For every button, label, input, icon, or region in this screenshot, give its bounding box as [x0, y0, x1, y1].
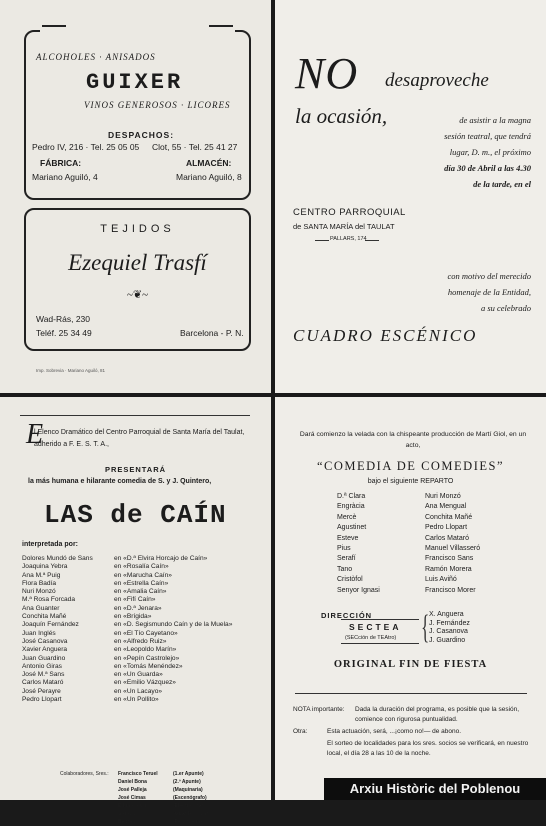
reparto-character: Agustinet	[337, 524, 367, 532]
motivo-line-3: a su celebrado	[480, 303, 531, 313]
reparto-row	[337, 565, 527, 575]
cast-role: en «Pepín Castrolejo»	[114, 654, 180, 662]
invite-line-5: de la tarde, en el	[473, 179, 531, 189]
despacho-1: Pedro IV, 216 · Tel. 25 05 05	[32, 142, 140, 152]
headline-ocasion: la ocasión,	[295, 104, 388, 128]
reparto-actor: Pedro Llopart	[425, 524, 468, 532]
cast-actor: Joaquín Fernández	[22, 621, 79, 629]
fin-de-fiesta: ORIGINAL FIN DE FIESTA	[333, 659, 488, 670]
flourish-ornament: ~❦~	[126, 289, 149, 301]
despachos-label: DESPACHOS:	[108, 130, 175, 140]
program-las-de-cain	[0, 397, 271, 825]
cast-role: en «Un Pollito»	[114, 696, 159, 704]
note-row	[293, 727, 533, 737]
cast-actor: Flora Badía	[22, 579, 57, 587]
motivo-line-2: homenaje de la Entidad,	[447, 287, 531, 297]
almacen-address: Mariano Aguiló, 8	[176, 172, 242, 182]
brace-glyph: {	[421, 609, 430, 646]
sectea-name: SECTEA	[349, 622, 402, 632]
guixer-top-line: ALCOHOLES · ANISADOS	[36, 52, 156, 62]
note-key	[293, 739, 327, 759]
fabrica-label: FÁBRICA:	[40, 158, 82, 168]
cast-row	[22, 580, 262, 588]
cast-role: en «Alfredo Ruiz»	[114, 637, 167, 645]
cast-row	[22, 688, 262, 696]
cast-role: en «Rosalía Caín»	[114, 563, 169, 571]
colaboradores-list	[118, 770, 208, 826]
venue-parish: de SANTA MARÍA del TAULAT	[293, 222, 395, 231]
cast-row	[22, 563, 262, 571]
reparto-character: Senyor Ignasi	[337, 586, 380, 594]
cast-actor: Dolores Mundó de Sans	[22, 555, 93, 562]
cast-list	[22, 555, 262, 704]
cast-actor: José M.ª Sans	[22, 671, 65, 679]
cast-row	[22, 555, 262, 563]
colaborador-role: (Escenógrafo)	[173, 795, 207, 801]
cast-row	[22, 572, 262, 580]
back-cover-ads	[0, 0, 271, 393]
cast-role: en «Un Lacayo»	[114, 687, 163, 695]
colaborador-row	[118, 818, 208, 826]
cast-actor: Juan Guardino	[22, 654, 66, 662]
almacen-label: ALMACÉN:	[186, 158, 232, 168]
reparto-row	[337, 554, 527, 564]
rule-left	[315, 240, 329, 241]
headline-desaproveche: desaproveche	[385, 70, 489, 91]
cast-actor: Antonio Giras	[22, 662, 62, 670]
cast-row	[22, 696, 262, 704]
cast-row	[22, 679, 262, 687]
note-row	[293, 739, 533, 759]
cast-role: en «D.ª Jenara»	[114, 604, 162, 612]
colaborador-name: Eduardo Cid	[118, 803, 148, 809]
reparto-character: D.ª Clara	[337, 493, 366, 500]
colaborador-name: Daniel Bona	[118, 779, 147, 785]
reparto-row	[337, 502, 527, 512]
headline-no: NO	[295, 49, 359, 98]
invite-line-1: de asistir a la magna	[459, 115, 531, 125]
cast-row	[22, 671, 262, 679]
rule-right	[365, 240, 379, 241]
reparto-row	[337, 534, 527, 544]
reparto-character: Pius	[337, 545, 351, 553]
sectea-subtitle: (SECción de TEAtro)	[345, 635, 397, 641]
cast-row	[22, 630, 262, 638]
colaborador-row	[118, 778, 208, 786]
top-rule	[20, 415, 250, 416]
colaboradores-label: Colaboradores, Sres.:	[60, 771, 109, 777]
note-text: Dada la duración del programa, es posible que la sesión, comience con rigurosa puntualidad.	[355, 706, 520, 723]
note-key: Otra:	[293, 728, 308, 735]
direccion-label: DIRECCIÓN	[321, 611, 373, 620]
cast-role: en «Estrella Caín»	[114, 579, 169, 587]
cast-actor: Conchita Mañé	[22, 613, 67, 621]
colaborador-row	[118, 786, 208, 794]
cast-role: en «Tomás Menéndez»	[114, 662, 183, 670]
director-name: J. Guardino	[429, 636, 466, 644]
cast-role: en «Marucha Caín»	[114, 571, 172, 579]
trasfi-address: Wad-Rás, 230	[36, 314, 91, 324]
reparto-row	[337, 523, 527, 533]
director-name: J. Casanova	[429, 628, 468, 635]
cuadro-escenico: CUADRO ESCÉNICO	[293, 326, 478, 345]
reparto-list	[337, 492, 527, 596]
trasfi-ad	[24, 208, 251, 351]
colaborador-name: Beltrán	[118, 819, 136, 825]
invite-line-2: sesión teatral, que tendrá	[444, 131, 531, 141]
colaborador-name: José Cimas	[118, 795, 146, 801]
notes-rule	[295, 693, 527, 694]
director-name: J. Fernández	[429, 619, 470, 627]
reparto-row	[337, 513, 527, 523]
cast-role: en «El Tío Cayetano»	[114, 629, 178, 637]
colaborador-row	[118, 810, 208, 818]
cast-role: en «Leopoldo Marín»	[114, 646, 177, 654]
colaborador-name: Francisco Teruel	[118, 771, 158, 777]
printer-imprint: Imp. Sobrevia · Mariano Aguiló, 81	[36, 368, 106, 373]
cast-row	[22, 605, 262, 613]
note-row	[293, 705, 533, 725]
play-description: la más humana e hilarante comedia de S. y J. Quintero,	[28, 478, 212, 485]
venue-name: CENTRO PARROQUIAL	[293, 207, 406, 218]
cast-actor: Ana M.ª Puig	[22, 571, 61, 579]
colaborador-role: (1.er Apunte)	[173, 771, 204, 777]
motivo-line-1: con motivo del merecido	[447, 271, 531, 281]
cast-row	[22, 596, 262, 604]
cast-role: en «Brígida»	[114, 613, 152, 621]
reparto-actor: Conchita Mañé	[425, 513, 473, 521]
reparto-character: Engràcia	[337, 503, 365, 511]
cast-role: en «D. Segismundo Caín y de la Muela»	[114, 621, 233, 629]
fabrica-address: Mariano Aguiló, 4	[32, 172, 98, 182]
colaborador-role: (Peluquería)	[173, 819, 202, 825]
trasfi-name: Ezequiel Trasfí	[68, 250, 207, 275]
trasfi-phone: Teléf. 25 34 49	[36, 328, 92, 338]
cast-actor: Carlos Mataró	[22, 679, 64, 687]
cast-row	[22, 613, 262, 621]
cast-actor: Joaquina Yebra	[22, 563, 68, 571]
reparto-row	[337, 575, 527, 585]
comedia-title: “COMEDIA DE COMEDIES”	[316, 459, 505, 473]
cast-actor: M.ª Rosa Forcada	[22, 596, 76, 604]
invite-line-3: lugar, D. m., el próximo	[449, 147, 531, 157]
presentara: PRESENTARÁ	[104, 465, 167, 474]
cast-row	[22, 638, 262, 646]
notes-section	[293, 705, 533, 761]
colaborador-row	[118, 770, 208, 778]
reparto-character: Tano	[337, 565, 353, 573]
cast-row	[22, 655, 262, 663]
cast-actor: Xavier Anguera	[22, 646, 68, 654]
director-name: X. Anguera	[429, 611, 464, 618]
program-comedia	[275, 397, 546, 800]
guixer-ad	[24, 30, 251, 200]
play-title: LAS de CAÍN	[44, 500, 227, 530]
cast-row	[22, 646, 262, 654]
invite-line-4: día 30 de Abril a las 4.30	[444, 163, 531, 173]
colaborador-role: (Guardarropía)	[173, 811, 209, 817]
reparto-row	[337, 492, 527, 502]
note-text: El sorteo de localidades para los sres. socios se verificará, en nuestro local, el día 28 a las 10 de la noche.	[327, 740, 529, 757]
reparto-row	[337, 586, 527, 596]
cast-actor: Nuri Monzó	[22, 588, 56, 596]
cast-actor: Juan Inglés	[22, 629, 56, 637]
reparto-character: Cristòfol	[337, 576, 363, 584]
elenco-text: l Elenco Dramático del Centro Parroquial de Santa María del Taulat, adherido a F. E. S. T. A.,	[34, 429, 245, 448]
drop-cap: E	[26, 419, 44, 450]
guixer-name: GUIXER	[86, 70, 184, 95]
reparto-actor: Manuel Villasseró	[425, 545, 481, 553]
reparto-actor: Nuri Monzó	[425, 493, 461, 500]
guixer-subline: VINOS GENEROSOS · LICORES	[84, 100, 231, 110]
reparto-character: Mercè	[337, 513, 357, 521]
colaborador-row	[118, 802, 208, 810]
despacho-2: Clot, 55 · Tel. 25 41 27	[152, 142, 238, 152]
reparto-character: Esteve	[337, 534, 359, 542]
reparto-actor: Luis Aviñó	[425, 576, 457, 584]
colaborador-name: José Palleja	[118, 787, 147, 793]
colaborador-role: (2.º Apunte)	[173, 779, 201, 785]
archive-watermark: Arxiu Històric del Poblenou	[324, 778, 546, 800]
reparto-heading: bajo el siguiente REPARTO	[367, 478, 454, 485]
interpretada-label: interpretada por:	[22, 541, 79, 548]
cast-role: en «D.ª Elvira Horcajo de Caín»	[114, 555, 208, 562]
cast-row	[22, 621, 262, 629]
colaborador-role: (Electricista)	[173, 803, 204, 809]
cast-row	[22, 663, 262, 671]
cast-row	[22, 588, 262, 596]
reparto-actor: Carlos Mataró	[425, 534, 469, 542]
cast-role: en «Un Guarda»	[114, 671, 163, 679]
reparto-actor: Francisco Sans	[425, 555, 474, 563]
box-top-ornament	[40, 22, 235, 32]
reparto-actor: Francisco Morer	[425, 586, 476, 594]
colaborador-name: Gamundi	[118, 811, 140, 817]
cast-actor: José Perayre	[22, 687, 61, 695]
colaborador-role: (Maquinaria)	[173, 787, 203, 793]
reparto-actor: Ana Mengual	[425, 503, 467, 511]
front-cover	[275, 0, 546, 393]
colaborador-row	[118, 794, 208, 802]
trasfi-city: Barcelona - P. N.	[180, 328, 244, 338]
cast-actor: Pedro Llopart	[22, 696, 62, 704]
venue-address: PALLARS, 174	[330, 236, 367, 242]
cast-actor: Ana Guanter	[22, 604, 60, 612]
note-text: Esta actuación, será, ...¡como no!— de abono.	[327, 728, 462, 735]
cast-actor: José Casanova	[22, 637, 68, 645]
intro-text: Dará comienzo la velada con la chispeante producción de Martí Giol, en un acto,	[299, 431, 527, 449]
cast-role: en «Emilio Vázquez»	[114, 679, 176, 687]
cast-role: en «Fifí Caín»	[114, 596, 156, 604]
reparto-actor: Ramón Morera	[425, 565, 472, 573]
note-key: NOTA importante:	[293, 706, 345, 713]
directors-list	[429, 611, 470, 645]
tejidos-heading: TEJIDOS	[100, 223, 175, 235]
reparto-row	[337, 544, 527, 554]
reparto-character: Serafí	[337, 555, 356, 563]
cast-role: en «Amalia Caín»	[114, 588, 167, 596]
